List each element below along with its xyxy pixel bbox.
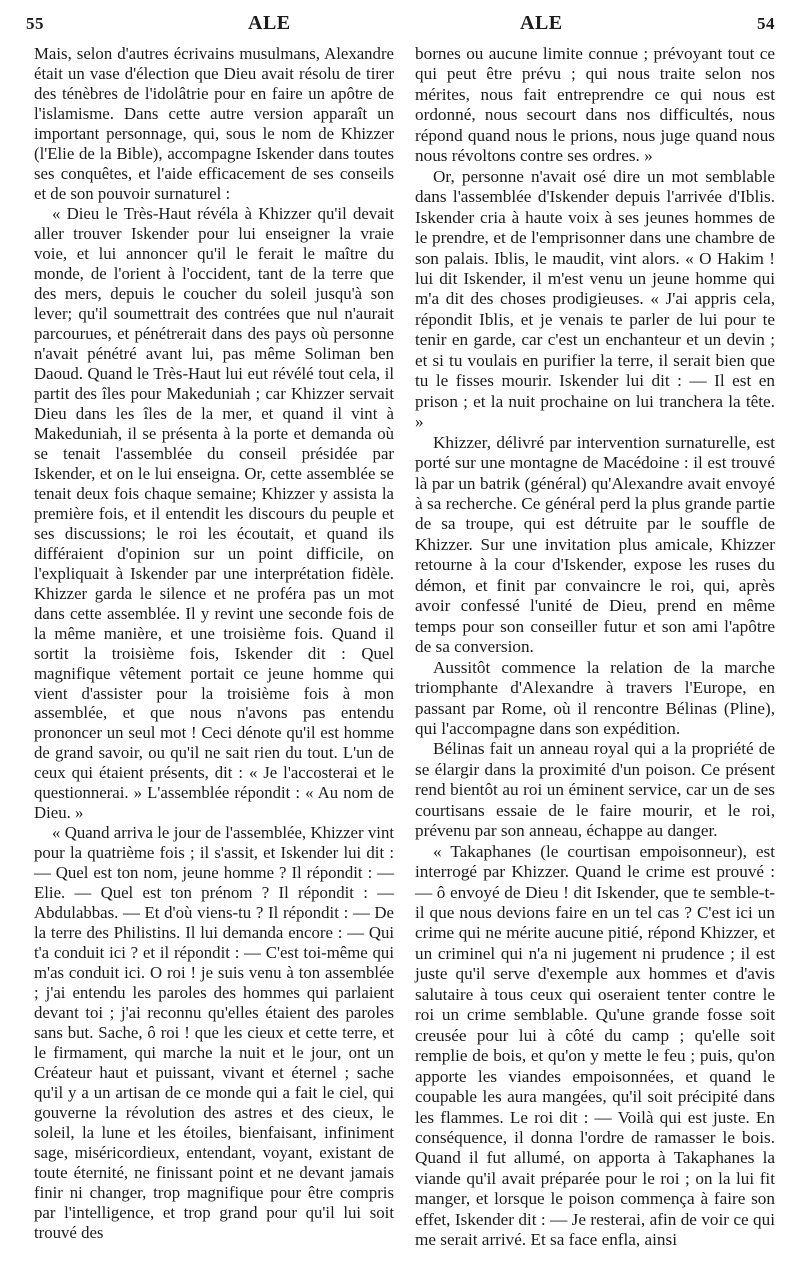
paragraph: Mais, selon d'autres écrivains musulmans, Alexandre était un vase d'élection que Dieu avait résolu de tirer des ténèbres de l'idolâtrie pour en faire un apôtre de l'islamisme. Dans cette autre version apparaît un important personnage, qui, sous le nom de Khizzer (l'Elie de la Bible), accompagne Iskender dans toutes ses conquêtes, et l'aide efficacement de ses conseils et de son pouvoir surnaturel :: [34, 44, 394, 203]
page-number-left: 55: [26, 14, 44, 33]
paragraph: « Takaphanes (le courtisan empoisonneur), est interrogé par Khizzer. Quand le crime est prouvé : — ô envoyé de Dieu ! dit Iskender, que te semble-t-il que nous devions faire en un tel cas ? C'est ici un crime qui ne mérite aucune pitié, répond Khizzer, et un criminel qui n'a ni jugement ni prudence ; il est juste qu'il serve d'exemple aux hommes et d'avis salutaire à tous ceux qui oseraient tenter contre le roi un crime semblable. Qu'une grande fosse soit creusée pour lui à côté du camp ; qu'elle soit remplie de bois, et qu'on y mette le feu ; puis, qu'on apporte les viandes empoisonnées, et quand le coupable les aura mangées, qu'il soit précipité dans les flammes. Le roi dit : — Voilà qui est juste. En conséquence, il donna l'ordre de ramasser le bois. Quand il fut allumé, on apporta à Takaphanes la viande qu'il avait préparée pour le roi ; on la lui fit manger, et lorsque le poison commença à faire son effet, Iskender dit : — Je resterai, afin de voir ce qui me serait arrivé. Et sa face enfla, ainsi: [415, 841, 775, 1250]
paragraph: « Quand arriva le jour de l'assemblée, Khizzer vint pour la quatrième fois ; il s'assit, et Iskender lui dit : — Quel est ton nom, jeune homme ? Il répondit : — Elie. — Quel est ton prénom ? Il répondit : — Abdulabbas. — Et d'où viens-tu ? Il répondit : — De la terre des Philistins. Il lui demanda encore : — Qui t'a conduit ici ? et il répondit : — C'est toi-même qui m'as conduit ici. O roi ! je suis venu à ton assemblée ; j'ai entendu les paroles des hommes qui parlaient devant toi ; j'ai reconnu qu'elles étaient des paroles sans but. Sache, ô roi ! que les cieux et cette terre, et le firmament, qui marche la nuit et le jour, ont un Créateur haut et puissant, vivant et éternel ; sache qu'il y a un artisan de ce monde qui a fait le ciel, qui gouverne la révolution des astres et des cieux, le soleil, la lune et les étoiles, bienfaisant, infiniment sage, miséricordieux, entendant, voyant, existant de toute éternité, ne finissant point et ne devant jamais finir ni changer, trop magnifique pour être compris par l'intelligence, et trop grand pour qu'il lui soit trouvé des: [34, 823, 394, 1243]
paragraph: Khizzer, délivré par intervention surnaturelle, est porté sur une montagne de Macédoine : il est trouvé là par un batrik (général) qu'Alexandre avait envoyé à sa recherche. Ce général perd la plus grande partie de sa troupe, qui est détruite par le souffle de Khizzer. Sur une invitation plus amicale, Khizzer retourne à la cour d'Iskender, expose les ruses du démon, et finit par convaincre le roi, qui, après avoir confessé l'unité de Dieu, prend en même temps pour son conseiller futur et son ami l'apôtre de sa conversion.: [415, 432, 775, 657]
right-column: [415, 44, 775, 1251]
paragraph: Aussitôt commence la relation de la marche triomphante d'Alexandre à travers l'Europe, en passant par Rome, où il rencontre Bélinas (Pline), qui l'accompagne dans son expédition.: [415, 657, 775, 738]
paragraph: Bélinas fait un anneau royal qui a la propriété de se élargir dans la proximité d'un poison. Ce présent rend bientôt au roi un éminent service, car un de ses courtisans essaie de le faire mourir, et le roi, prévenu par son anneau, échappe au danger.: [415, 739, 775, 841]
running-head-right: ALE: [520, 12, 563, 34]
left-column: [34, 44, 394, 1243]
column-gutter: [400, 40, 401, 1260]
paragraph: Or, personne n'avait osé dire un mot semblable dans l'assemblée d'Iskender depuis l'arrivée d'Iblis. Iskender cria à haute voix à ses jeunes hommes de le prendre, et de l'emprisonner dans une chambre de son palais. Iblis, le maudit, vint alors. « O Hakim ! lui dit Iskender, il m'est venu un jeune homme qui m'a dit des choses prodigieuses. « J'ai appris cela, répondit Iblis, et je venais te parler de lui pour te tenir en garde, car c'est un enchanteur et un devin ; et si tu voulais en purifier la terre, il serait bien que tu le fisses mourir. Iskender lui dit : — Il est en prison ; et la nuit prochaine on lui tranchera la tête. »: [415, 166, 775, 432]
paragraph: bornes ou aucune limite connue ; prévoyant tout ce qui peut être prévu ; qui nous traite selon nos mérites, nous fait entreprendre ce qui nous est ordonné, nous secourt dans nos difficultés, nous répond quand nous le prions, nous juge quand nous nous révoltons contre ses ordres. »: [415, 44, 775, 166]
page-number-right: 54: [757, 14, 775, 33]
paragraph: « Dieu le Très-Haut révéla à Khizzer qu'il devait aller trouver Iskender pour lui enseigner la vraie voie, et lui annoncer qu'il le ferait le maître du monde, de l'orient à l'occident, tant de la terre que des mers, depuis le coucher du soleil jusqu'à son lever; qu'il soumettrait des contrées que nul n'aurait parcourues, et pénétrerait dans des pays où personne n'avait pénétré avant lui, pas même Soliman ben Daoud. Quand le Très-Haut lui eut révélé tout cela, il partit des îles pour Makeduniah ; car Khizzer servait Dieu dans les îles de la mer, et quand il vint à Makeduniah, il se présenta à la porte et demanda où se tenait l'assemblée du conseil présidée par Iskender, et on le lui enseigna. Or, cette assemblée se tenait deux fois chaque semaine; Khizzer y assista la première fois, et il entendit les discours du peuple et ses discussions; le roi les écoutait, et quand ils différaient d'opinion sur un point difficile, on l'expliquait à Iskender par une interprétation fidèle. Khizzer garda le silence et ne proféra pas un mot dans cette assemblée. Il y revint une seconde fois de la même manière, et une troisième fois. Quand il sortit la troisième fois, Iskender dit : Quel magnifique vêtement portait ce jeune homme qui vient d'assister pour la troisième fois à mon assemblée, et que nous n'avons pas entendu prononcer un seul mot ! Ceci dénote qu'il est homme de grand savoir, ou qu'il ne sait rien du tout. L'un de ceux qui étaient présents, dit : « Je l'accosterai et le questionnerai. » L'assemblée répondit : « Au nom de Dieu. »: [34, 203, 394, 823]
running-head-left: ALE: [248, 12, 291, 34]
page-header: [26, 8, 775, 38]
